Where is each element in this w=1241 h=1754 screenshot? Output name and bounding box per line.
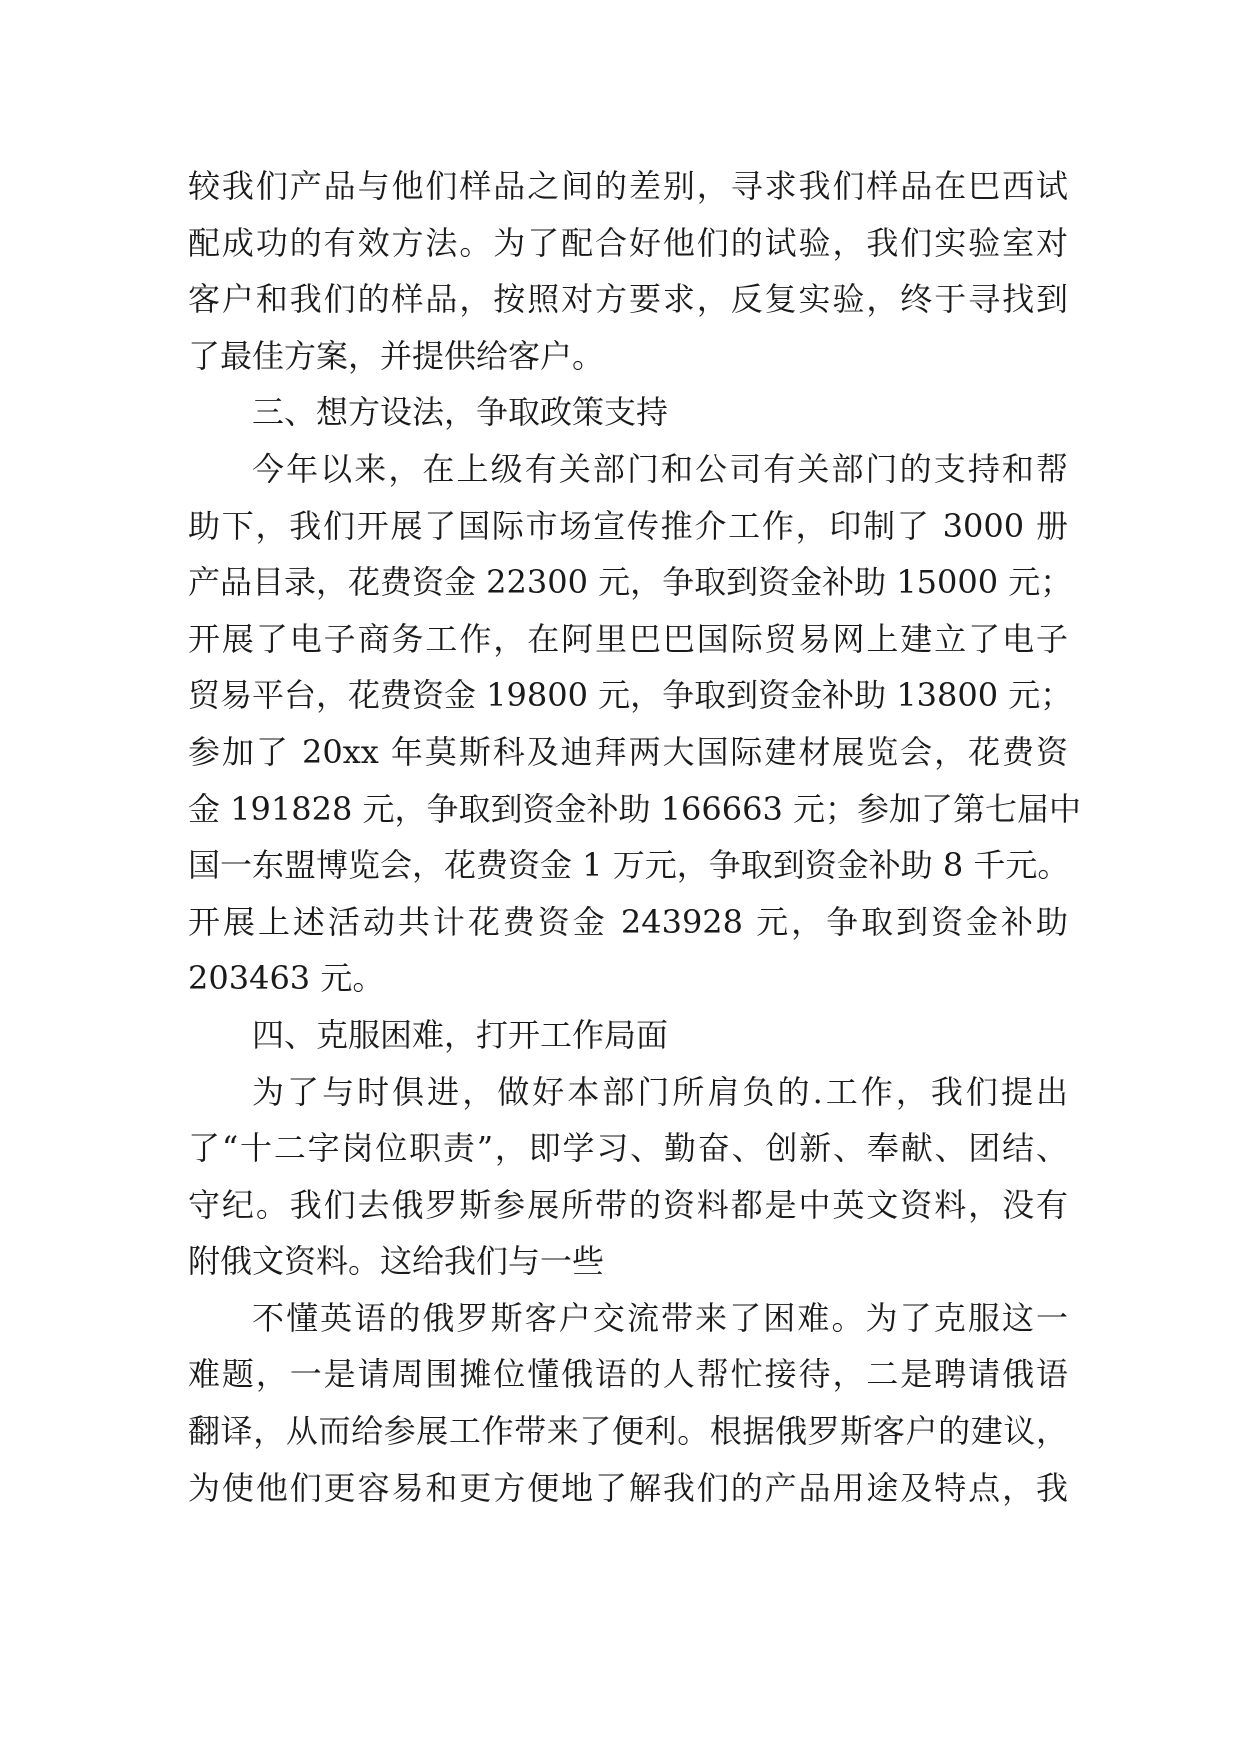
text-line: 了最佳方案，并提供给客户。	[188, 336, 605, 375]
document-body	[188, 158, 1082, 1516]
text-line: 较我们产品与他们样品之间的差别，寻求我们样品在巴西试	[188, 167, 1068, 205]
text-line: 参加了 20xx 年莫斯科及迪拜两大国际建材展览会，花费资	[188, 732, 1068, 771]
text-line: 为了与时俱进，做好本部门所肩负的.工作，我们提出	[252, 1072, 1068, 1111]
text-line: 为使他们更容易和更方便地了解我们的产品用途及特点，我	[188, 1468, 1068, 1507]
text-line: 产品目录，花费资金 22300 元，争取到资金补助 15000 元；	[188, 563, 1073, 602]
text-line: 贸易平台，花费资金 19800 元，争取到资金补助 13800 元；	[188, 676, 1073, 715]
text-line: 了“十二字岗位职责”，即学习、勤奋、创新、奉献、团结、	[188, 1129, 1068, 1168]
text-line: 守纪。我们去俄罗斯参展所带的资料都是中英文资料，没有	[188, 1185, 1068, 1224]
text-line: 难题，一是请周围摊位懂俄语的人帮忙接待，二是聘请俄语	[188, 1355, 1068, 1394]
text-line: 助下，我们开展了国际市场宣传推介工作，印制了 3000 册	[188, 506, 1068, 545]
text-line: 开展上述活动共计花费资金 243928 元，争取到资金补助	[188, 902, 1068, 941]
text-line: 配成功的有效方法。为了配合好他们的试验，我们实验室对	[188, 223, 1068, 262]
text-line: 金 191828 元，争取到资金补助 166663 元；参加了第七届中	[188, 789, 1082, 828]
text-line: 不懂英语的俄罗斯客户交流带来了困难。为了克服这一	[252, 1298, 1068, 1337]
text-line: 四、克服困难，打开工作局面	[252, 1015, 669, 1054]
text-line: 今年以来，在上级有关部门和公司有关部门的支持和帮	[252, 449, 1068, 488]
text-line: 客户和我们的样品，按照对方要求，反复实验，终于寻找到	[188, 280, 1068, 319]
text-line: 三、想方设法，争取政策支持	[252, 393, 669, 432]
text-line: 国一东盟博览会，花费资金 1 万元，争取到资金补助 8 千元。	[188, 846, 1070, 885]
text-line: 开展了电子商务工作，在阿里巴巴国际贸易网上建立了电子	[188, 619, 1068, 658]
text-line: 203463 元。	[188, 959, 385, 998]
text-line: 附俄文资料。这给我们与一些	[188, 1242, 605, 1281]
text-line: 翻译，从而给参展工作带来了便利。根据俄罗斯客户的建议，	[188, 1412, 1068, 1451]
